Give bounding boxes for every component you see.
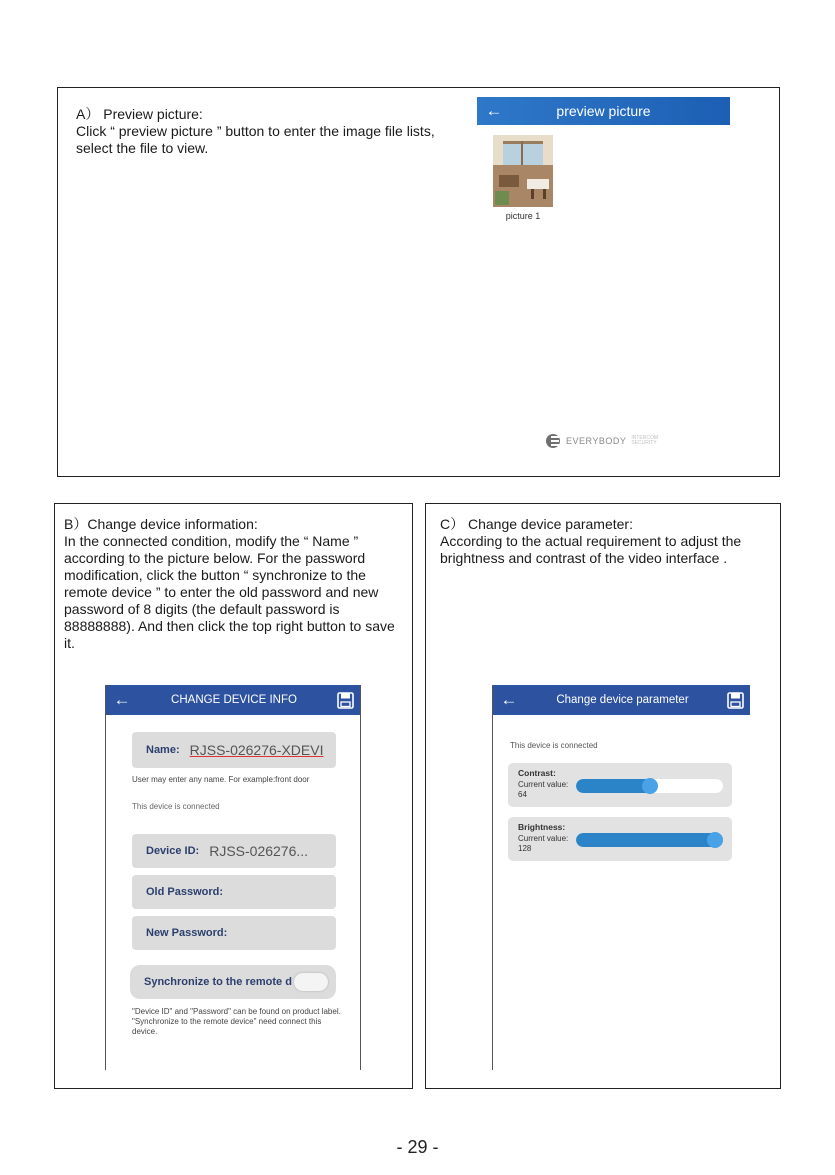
sync-remote-toggle[interactable] [294,973,328,991]
save-icon[interactable] [330,692,360,709]
section-b-body: In the connected condition, modify the “ Name ” according to the picture below. For the password modification, click the button “ synchronize to the remote device ” to enter the old password and new password of 8 digits (the default password is 88888888). And then click the top right button to save it. [64,533,395,651]
page-number: - 29 - [396,1137,439,1157]
logo-tagline: INTERCOM SECURITY [631,435,659,446]
picture-caption: picture 1 [505,211,541,221]
section-a-heading: A） Preview picture: [76,106,203,122]
preview-picture-appbar [477,97,730,125]
old-password-label: Old Password: [146,886,224,898]
name-hint: User may enter any name. For example:front door [132,775,310,784]
logo-word: EVERYBODY [566,436,627,446]
brightness-slider-knob[interactable] [707,832,723,848]
section-c-text [440,516,770,567]
save-icon[interactable] [720,692,750,709]
section-a-body: Click “ preview picture ” button to enter the image file lists, select the file to view. [76,123,435,156]
new-password-field[interactable] [132,916,336,950]
contrast-label: Contrast: [518,768,556,778]
contrast-row [508,763,732,807]
device-id-value: RJSS-026276... [209,843,309,859]
brightness-current-label: Current value: [518,834,569,843]
change-device-parameter-title: Change device parameter [556,694,689,706]
name-value: RJSS-026276-XDEVI [189,742,324,758]
contrast-slider-knob[interactable] [642,778,658,794]
old-password-field[interactable] [132,875,336,909]
brightness-slider-fill [576,833,723,847]
name-field[interactable] [132,732,336,768]
change-device-info-appbar [106,685,360,715]
sync-remote-label: Synchronize to the remote d [144,976,292,988]
brightness-value: 128 [518,844,532,853]
picture-thumbnail[interactable] [493,135,553,207]
section-a-text [76,106,456,157]
device-id-field[interactable] [132,834,336,868]
brightness-slider-track[interactable] [576,833,723,847]
arrow-left-icon[interactable]: ← [485,101,503,120]
contrast-current [518,780,568,800]
connection-status: This device is connected [132,802,220,811]
device-id-label: Device ID: [146,845,200,857]
brand-logo [545,433,659,449]
section-b-heading: B）Change device information: [64,516,258,532]
brightness-label: Brightness: [518,822,566,832]
brightness-row [508,817,732,861]
change-device-parameter-appbar [493,685,750,715]
change-device-info-title: CHANGE DEVICE INFO [171,694,297,706]
contrast-slider-fill [576,779,650,793]
section-c-body: According to the actual requirement to adjust the brightness and contrast of the video interface . [440,533,742,566]
section-b-text [64,516,409,652]
change-device-parameter-screen [492,685,750,1070]
contrast-value: 64 [518,790,527,799]
name-label: Name: [146,744,180,756]
contrast-current-label: Current value: [518,780,569,789]
section-c-heading: C） Change device parameter: [440,516,633,532]
arrow-left-icon[interactable]: ← [500,690,518,709]
change-device-info-screen [105,685,361,1070]
new-password-label: New Password: [146,927,228,939]
connection-status: This device is connected [510,741,598,750]
preview-picture-title: preview picture [556,103,651,119]
footnote: "Device ID" and "Password" can be found on product label. "Synchronize to the remote device" need connect this device. [132,1007,341,1036]
logo-mark-icon [545,433,561,449]
arrow-left-icon[interactable]: ← [113,690,131,709]
brightness-current [518,834,568,854]
